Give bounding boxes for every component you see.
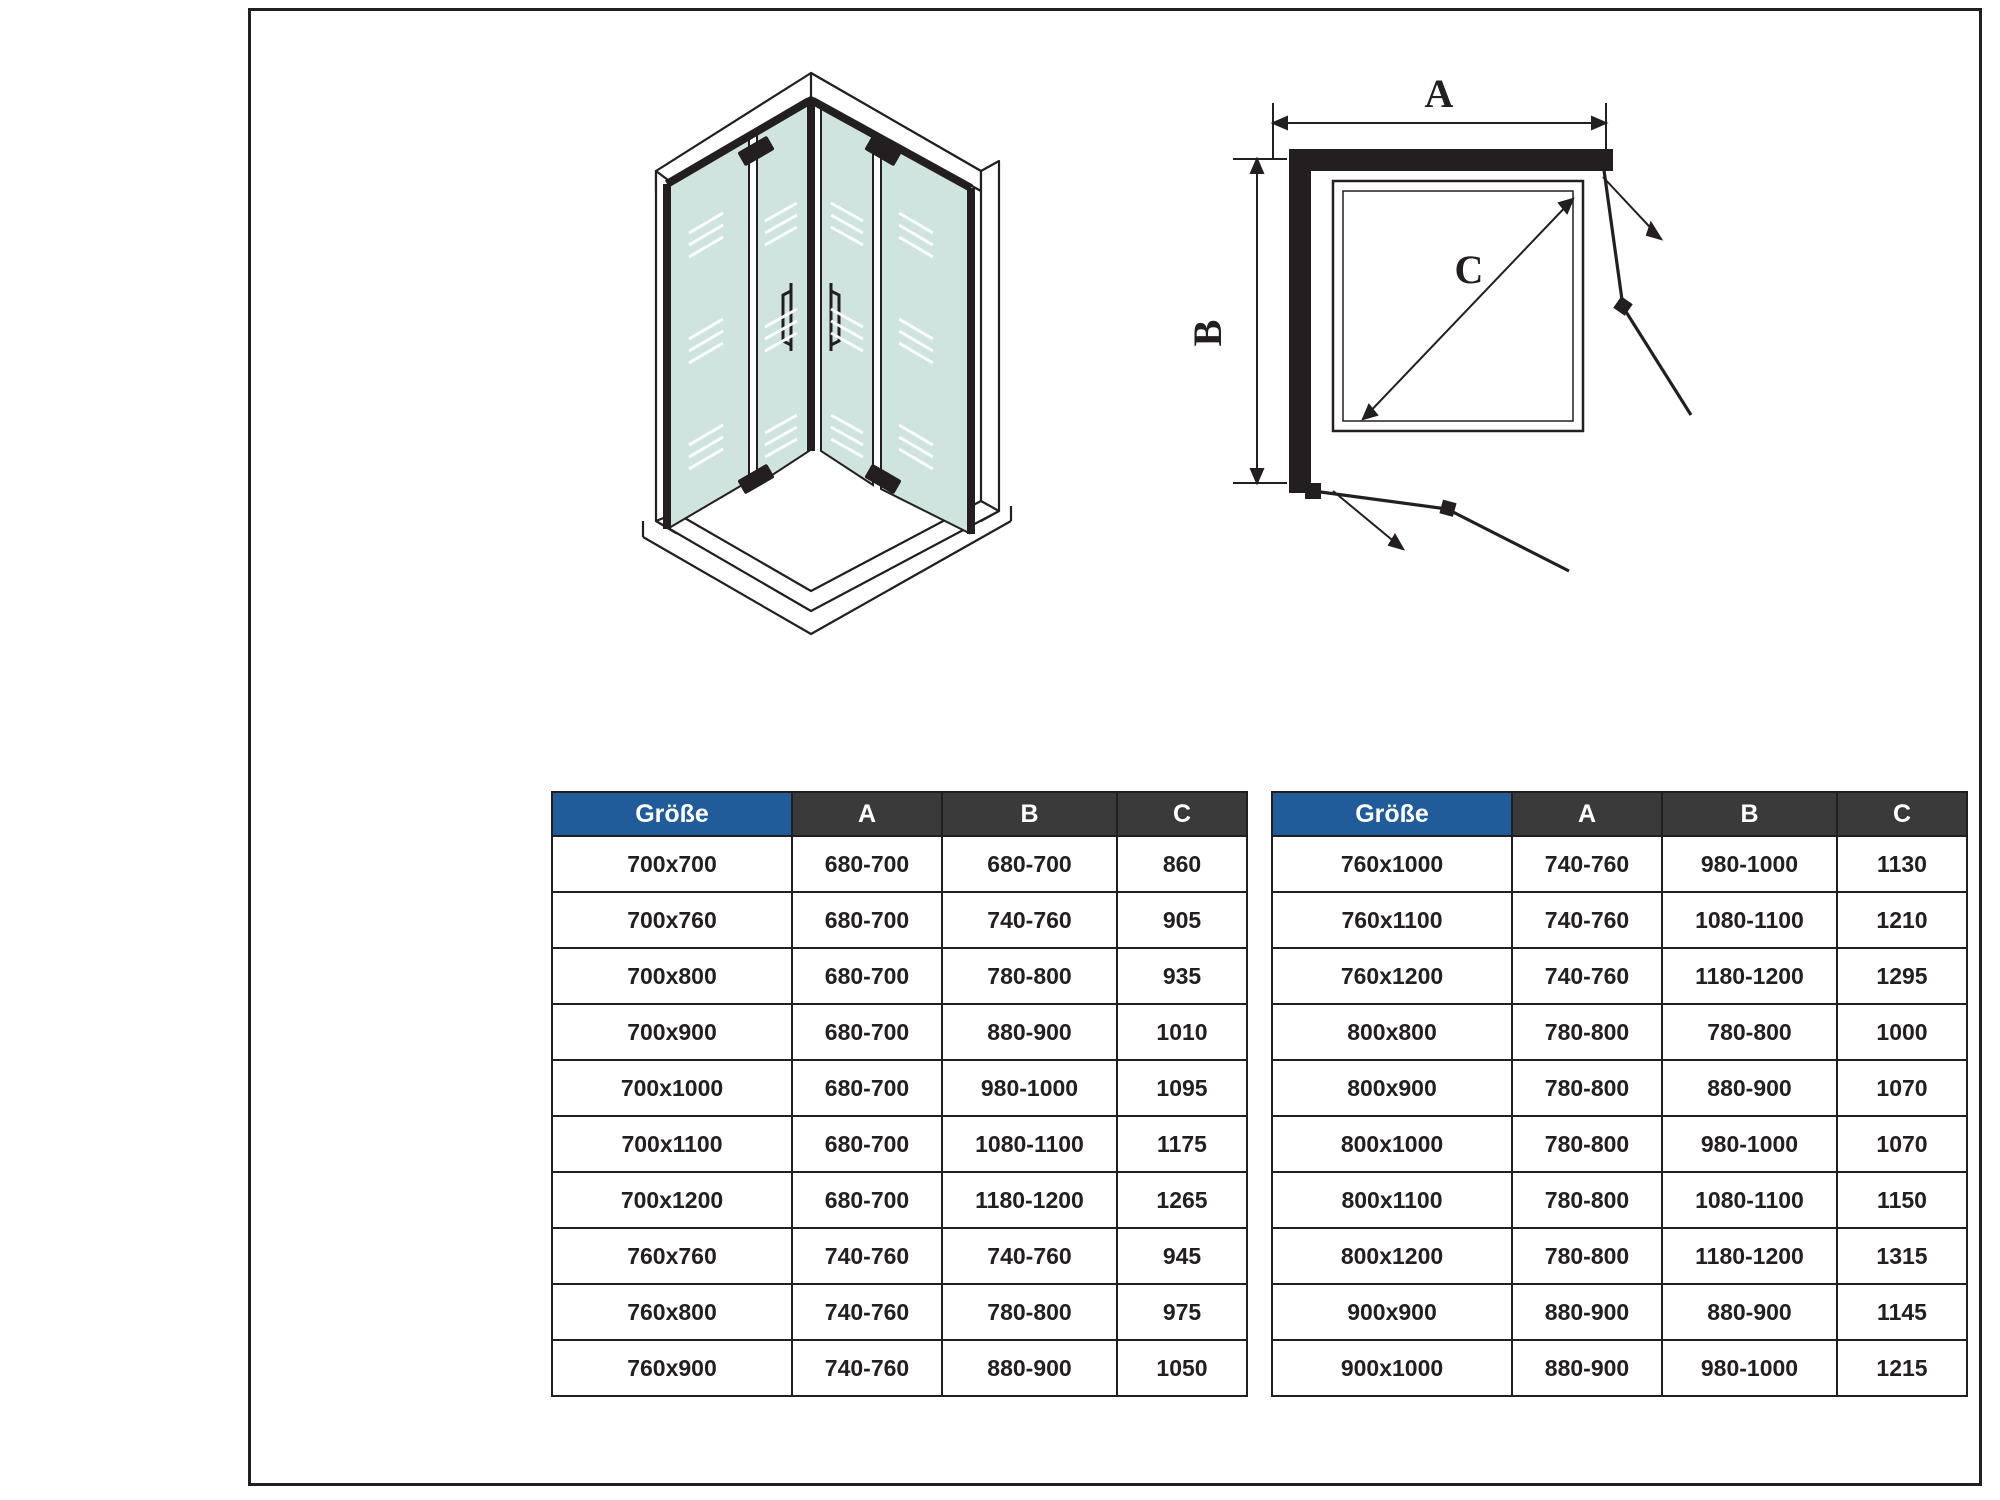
- cell-a: 780-800: [1512, 1172, 1662, 1228]
- cell-a: 680-700: [792, 1060, 942, 1116]
- cell-size: 800x800: [1272, 1004, 1512, 1060]
- cell-c: 1010: [1117, 1004, 1247, 1060]
- cell-b: 880-900: [1662, 1284, 1837, 1340]
- cell-size: 800x900: [1272, 1060, 1512, 1116]
- cell-a: 680-700: [792, 892, 942, 948]
- cell-c: 1215: [1837, 1340, 1967, 1396]
- plan-label-c: C: [1454, 247, 1484, 292]
- cell-size: 700x1200: [552, 1172, 792, 1228]
- cell-b: 880-900: [942, 1340, 1117, 1396]
- cell-a: 680-700: [792, 1116, 942, 1172]
- cell-c: 1145: [1837, 1284, 1967, 1340]
- cell-b: 740-760: [942, 1228, 1117, 1284]
- cell-b: 1080-1100: [1662, 892, 1837, 948]
- header-size: Größe: [1272, 792, 1512, 836]
- cell-b: 1180-1200: [942, 1172, 1117, 1228]
- table-row: [1272, 1004, 1967, 1060]
- cell-c: 1130: [1837, 836, 1967, 892]
- cell-a: 740-760: [1512, 892, 1662, 948]
- cell-size: 760x1200: [1272, 948, 1512, 1004]
- cell-c: 1150: [1837, 1172, 1967, 1228]
- cell-a: 680-700: [792, 836, 942, 892]
- table-row: [552, 1228, 1247, 1284]
- perspective-view: [581, 51, 1201, 591]
- cell-size: 760x1100: [1272, 892, 1512, 948]
- cell-a: 740-760: [792, 1228, 942, 1284]
- table-row: [1272, 836, 1967, 892]
- cell-a: 880-900: [1512, 1284, 1662, 1340]
- header-a: A: [1512, 792, 1662, 836]
- cell-a: 780-800: [1512, 1060, 1662, 1116]
- table-row: [552, 1116, 1247, 1172]
- cell-c: 905: [1117, 892, 1247, 948]
- size-table-right: [1271, 791, 1968, 1397]
- table-header-row: [1272, 792, 1967, 836]
- cell-b: 780-800: [942, 1284, 1117, 1340]
- cell-c: 1070: [1837, 1060, 1967, 1116]
- cell-b: 1180-1200: [1662, 948, 1837, 1004]
- cell-a: 780-800: [1512, 1004, 1662, 1060]
- table-row: [1272, 1340, 1967, 1396]
- cell-c: 1095: [1117, 1060, 1247, 1116]
- cell-b: 740-760: [942, 892, 1117, 948]
- diagram-frame: [248, 8, 1982, 1486]
- cell-size: 800x1000: [1272, 1116, 1512, 1172]
- cell-c: 1210: [1837, 892, 1967, 948]
- cell-b: 980-1000: [942, 1060, 1117, 1116]
- cell-size: 900x1000: [1272, 1340, 1512, 1396]
- cell-b: 1180-1200: [1662, 1228, 1837, 1284]
- cell-a: 740-760: [792, 1284, 942, 1340]
- cell-c: 1265: [1117, 1172, 1247, 1228]
- cell-c: 860: [1117, 836, 1247, 892]
- cell-c: 975: [1117, 1284, 1247, 1340]
- cell-b: 780-800: [942, 948, 1117, 1004]
- table-header-row: [552, 792, 1247, 836]
- header-b: B: [942, 792, 1117, 836]
- cell-c: 1050: [1117, 1340, 1247, 1396]
- size-table-left: [551, 791, 1248, 1397]
- plan-label-b: B: [1185, 319, 1230, 347]
- table-row: [552, 1172, 1247, 1228]
- table-row: [552, 1284, 1247, 1340]
- cell-size: 760x760: [552, 1228, 792, 1284]
- cell-size: 800x1200: [1272, 1228, 1512, 1284]
- table-row: [552, 948, 1247, 1004]
- header-c: C: [1837, 792, 1967, 836]
- cell-size: 700x700: [552, 836, 792, 892]
- table-row: [552, 1060, 1247, 1116]
- cell-b: 680-700: [942, 836, 1117, 892]
- cell-c: 1070: [1837, 1116, 1967, 1172]
- cell-c: 1175: [1117, 1116, 1247, 1172]
- table-row: [1272, 1116, 1967, 1172]
- cell-b: 980-1000: [1662, 836, 1837, 892]
- cell-size: 700x1000: [552, 1060, 792, 1116]
- cell-size: 700x1100: [552, 1116, 792, 1172]
- cell-b: 1080-1100: [942, 1116, 1117, 1172]
- table-row: [1272, 1172, 1967, 1228]
- cell-c: 945: [1117, 1228, 1247, 1284]
- size-table-left-wrap: [551, 791, 1248, 1397]
- cell-a: 880-900: [1512, 1340, 1662, 1396]
- cell-c: 935: [1117, 948, 1247, 1004]
- plan-label-a: A: [1424, 71, 1454, 116]
- table-row: [552, 1004, 1247, 1060]
- header-c: C: [1117, 792, 1247, 836]
- cell-size: 900x900: [1272, 1284, 1512, 1340]
- cell-a: 740-760: [1512, 948, 1662, 1004]
- table-row: [1272, 948, 1967, 1004]
- table-row: [1272, 1228, 1967, 1284]
- table-row: [1272, 1284, 1967, 1340]
- table-row: [552, 892, 1247, 948]
- cell-b: 880-900: [1662, 1060, 1837, 1116]
- cell-size: 760x900: [552, 1340, 792, 1396]
- header-size: Größe: [552, 792, 792, 836]
- cell-size: 800x1100: [1272, 1172, 1512, 1228]
- header-a: A: [792, 792, 942, 836]
- cell-size: 760x800: [552, 1284, 792, 1340]
- cell-c: 1295: [1837, 948, 1967, 1004]
- cell-a: 680-700: [792, 1172, 942, 1228]
- cell-a: 680-700: [792, 948, 942, 1004]
- table-row: [552, 836, 1247, 892]
- cell-a: 680-700: [792, 1004, 942, 1060]
- cell-size: 760x1000: [1272, 836, 1512, 892]
- cell-size: 700x900: [552, 1004, 792, 1060]
- cell-size: 700x760: [552, 892, 792, 948]
- cell-size: 700x800: [552, 948, 792, 1004]
- cell-b: 880-900: [942, 1004, 1117, 1060]
- cell-a: 780-800: [1512, 1116, 1662, 1172]
- cell-b: 980-1000: [1662, 1116, 1837, 1172]
- table-row: [1272, 892, 1967, 948]
- cell-b: 1080-1100: [1662, 1172, 1837, 1228]
- table-row: [1272, 1060, 1967, 1116]
- cell-c: 1000: [1837, 1004, 1967, 1060]
- cell-c: 1315: [1837, 1228, 1967, 1284]
- cell-b: 980-1000: [1662, 1340, 1837, 1396]
- header-b: B: [1662, 792, 1837, 836]
- plan-view: [1185, 71, 1951, 611]
- size-table-right-wrap: [1271, 791, 1968, 1397]
- cell-a: 740-760: [1512, 836, 1662, 892]
- cell-b: 780-800: [1662, 1004, 1837, 1060]
- cell-a: 780-800: [1512, 1228, 1662, 1284]
- cell-a: 740-760: [792, 1340, 942, 1396]
- table-row: [552, 1340, 1247, 1396]
